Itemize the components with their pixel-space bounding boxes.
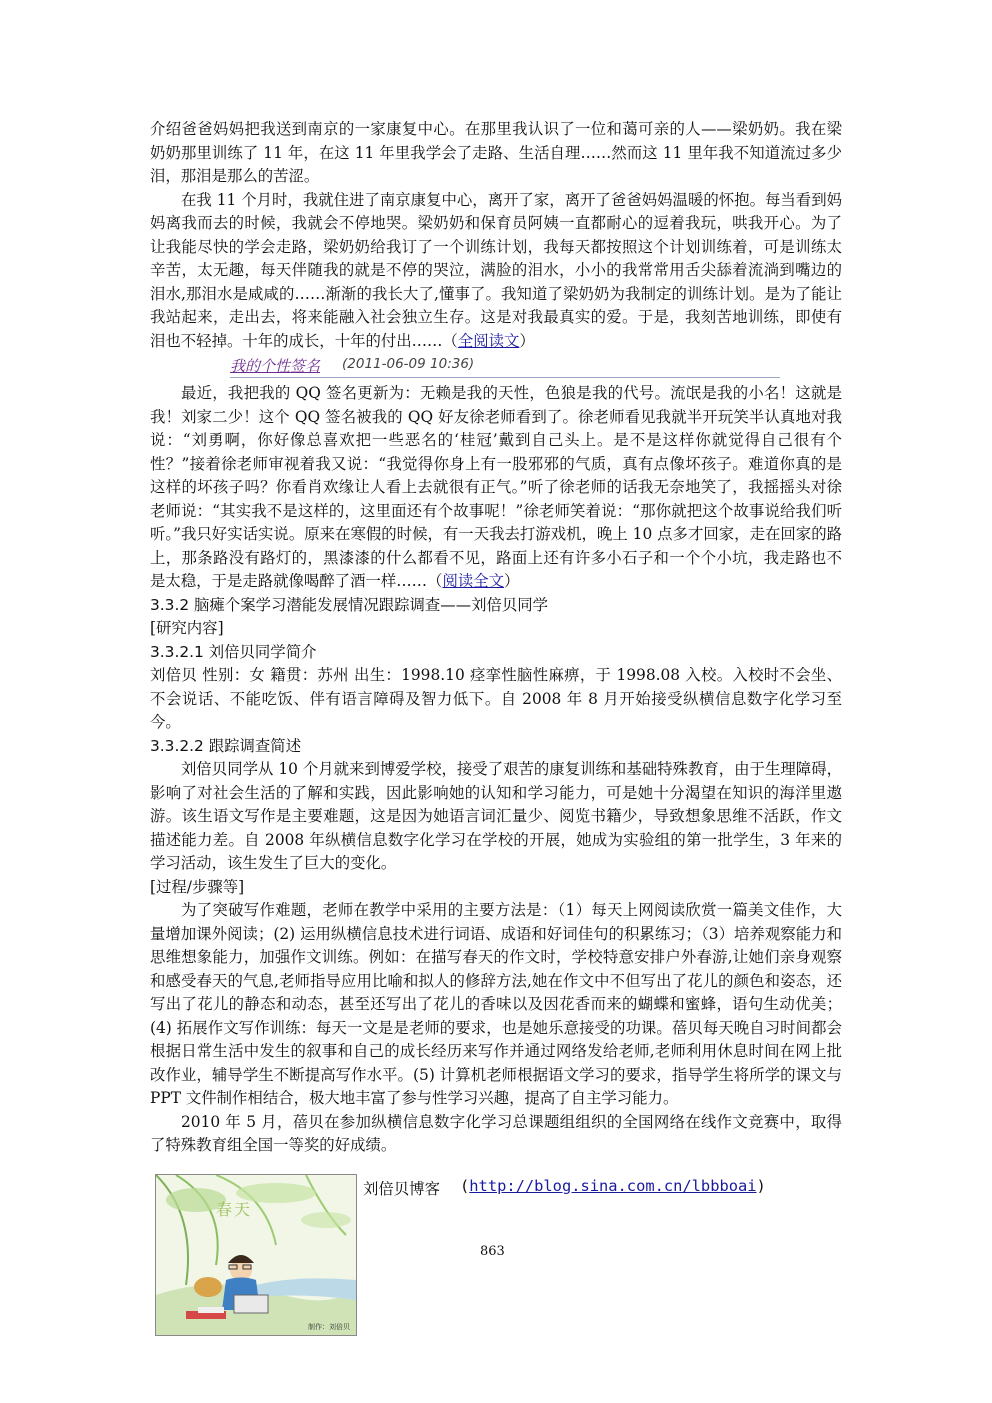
subsection-profile-heading: 3.3.2.1 刘倍贝同学简介 [150,642,317,661]
blog-url-wrapper: (http://blog.sina.com.cn/lbbboai) [460,1176,766,1195]
read-full-text-link-1[interactable]: 全阅读文 [457,331,520,350]
student-illustration [155,1174,357,1336]
document-page [150,118,842,1339]
award-paragraph: 2010 年 5 月，蓓贝在参加纵横信息数字化学习总课题组组织的全国网络在线作文竞赛中，取得了特殊教育组全国一等奖的好成绩。 [150,1112,842,1154]
read-full-text-link-2[interactable]: 阅读全文 [442,572,505,590]
svg-text:天: 天 [234,1199,251,1219]
illustration-image [156,1175,356,1335]
blog-url-link[interactable]: http://blog.sina.com.cn/lbbboai [469,1176,757,1195]
tracking-summary-paragraph: 刘倍贝同学从 10 个月就来到博爱学校，接受了艰苦的康复训练和基础特殊教育，由于生理障碍，影响了对社会生活的了解和实践，因此影响她的认知和学习能力，可是她十分渴望在知识的海洋里遨游。该生语文写作是主要难题，这是因为她语言词汇量少、阅览书籍少，导致想象思维不活跃，作文描述能力差。自 2008 年纵横信息数字化学习在学校的开展，她成为实验组的第一批学生，3 年来的学习活动，该生发生了巨大的变化。 [150,760,842,872]
blog-label: 刘倍贝博客 [363,1179,440,1198]
intro-paragraph: 介绍爸爸妈妈把我送到南京的一家康复中心。在那里我认识了一位和蔼可亲的人——梁奶奶。我在梁奶奶那里训练了 11 年，在这 11 年里我学会了走路、生活自理……然而这 11 里年我不知道流过多少泪，那泪是那么的苦涩。 [150,120,842,185]
blog-post-title-link[interactable]: 我的个性签名 [230,357,321,375]
section-heading: 3.3.2 脑瘫个案学习潜能发展情况跟踪调查——刘倍贝同学 [150,595,549,614]
teaching-methods-paragraph: 为了突破写作难题，老师在教学中采用的主要方法是：（1）每天上网阅读欣赏一篇美文佳作，大量增加课外阅读；(2) 运用纵横信息技术进行词语、成语和好词佳句的积累练习；（3）培养观察能力和思维想象能力，加强作文训练。例如：在描写春天的作文时，学校特意安排户外春游,让她们亲身观察和感受春天的气息,老师指导应用比喻和拟人的修辞方法,她在作文中不但写出了花儿的颜色和姿态，还写出了花儿的静态和动态，甚至还写出了花儿的香味以及因花香而来的蝴蝶和蜜蜂，语句生动优美；(4) 拓展作文写作训练：每天一文是是老师的要求，也是她乐意接受的功课。蓓贝每天晚自习时间都会根据日常生活中发生的叙事和自己的成长经历来写作并通过网络发给老师,老师利用休息时间在网上批改作业，辅导学生不断提高写作水平。(5) 计算机老师根据语文学习的要求，指导学生将所学的课文与 PPT 文件制作相结合，极大地丰富了参与性学习兴趣，提高了自主学习能力。 [150,901,842,1107]
student-profile-paragraph: 刘倍贝 性别：女 籍贯：苏州 出生：1998.10 痉挛性脑性麻痹，于 1998.08 入校。入校时不会坐、不会说话、不能吃饭、伴有语言障碍及智力低下。自 2008 年 8 月开始接受纵横信息数字化学习至今。 [150,666,842,731]
blog-post-header [150,355,842,381]
research-content-label: [研究内容] [150,619,224,637]
blog-post-divider [230,377,780,378]
illustration-caption: 制作：刘倍贝 [308,1322,350,1331]
svg-text:春: 春 [216,1199,233,1219]
blog-post-date: (2011-06-09 10:36) [342,356,475,372]
subsection-tracking-heading: 3.3.2.2 跟踪调查简述 [150,736,302,755]
footer-area [150,1174,842,1339]
page-number: 863 [480,1243,505,1259]
process-label: [过程/步骤等] [150,877,245,896]
qq-signature-paragraph: 最近，我把我的 QQ 签名更新为：无赖是我的天性，色狼是我的代号。流氓是我的小名！这就是我！刘家二少！这个 QQ 签名被我的 QQ 好友徐老师看到了。徐老师看见我就半开玩笑半认真地对我说：“刘勇啊，你好像总喜欢把一些恶名的‘桂冠’戴到自己头上。是不是这样你就觉得自己很有个性？”接着徐老师审视着我又说：“我觉得你身上有一股邪邪的气质，真有点像坏孩子。难道你真的是这样的坏孩子吗？你看肖欢缘让人看上去就很有正气。”听了徐老师的话我无奈地笑了，我摇摇头对徐老师说：“其实我不是这样的，这里面还有个故事呢！”徐老师笑着说：“那你就把这个故事说给我们听听。”我只好实话实说。原来在寒假的时候，有一天我去打游戏机，晚上 10 点多才回家，走在回家的路上，那条路没有路灯的，黑漆漆的什么都看不见，路面上还有许多小石子和一个个小坑，我走路也不是太稳，于是走路就像喝醉了酒一样……（阅读全文） [150,384,842,590]
childhood-paragraph: 在我 11 个月时，我就住进了南京康复中心，离开了家，离开了爸爸妈妈温暖的怀抱。每当看到妈妈离我而去的时候，我就会不停地哭。梁奶奶和保育员阿姨一直都耐心的逗着我玩，哄我开心。为了让我能尽快的学会走路，梁奶奶给我订了一个训练计划，我每天都按照这个计划训练着，可是训练太辛苦，太无趣，每天伴随我的就是不停的哭泣，满脸的泪水，小小的我常常用舌尖舔着流淌到嘴边的泪水,那泪水是咸咸的……渐渐的我长大了,懂事了。我知道了梁奶奶为我制定的训练计划。是为了能让我站起来，走出去，将来能融入社会独立生存。这是对我最真实的爱。于是，我刻苦地训练，即使有泪也不轻掉。十年的成长，十年的付出……（全阅读文） [150,190,842,350]
